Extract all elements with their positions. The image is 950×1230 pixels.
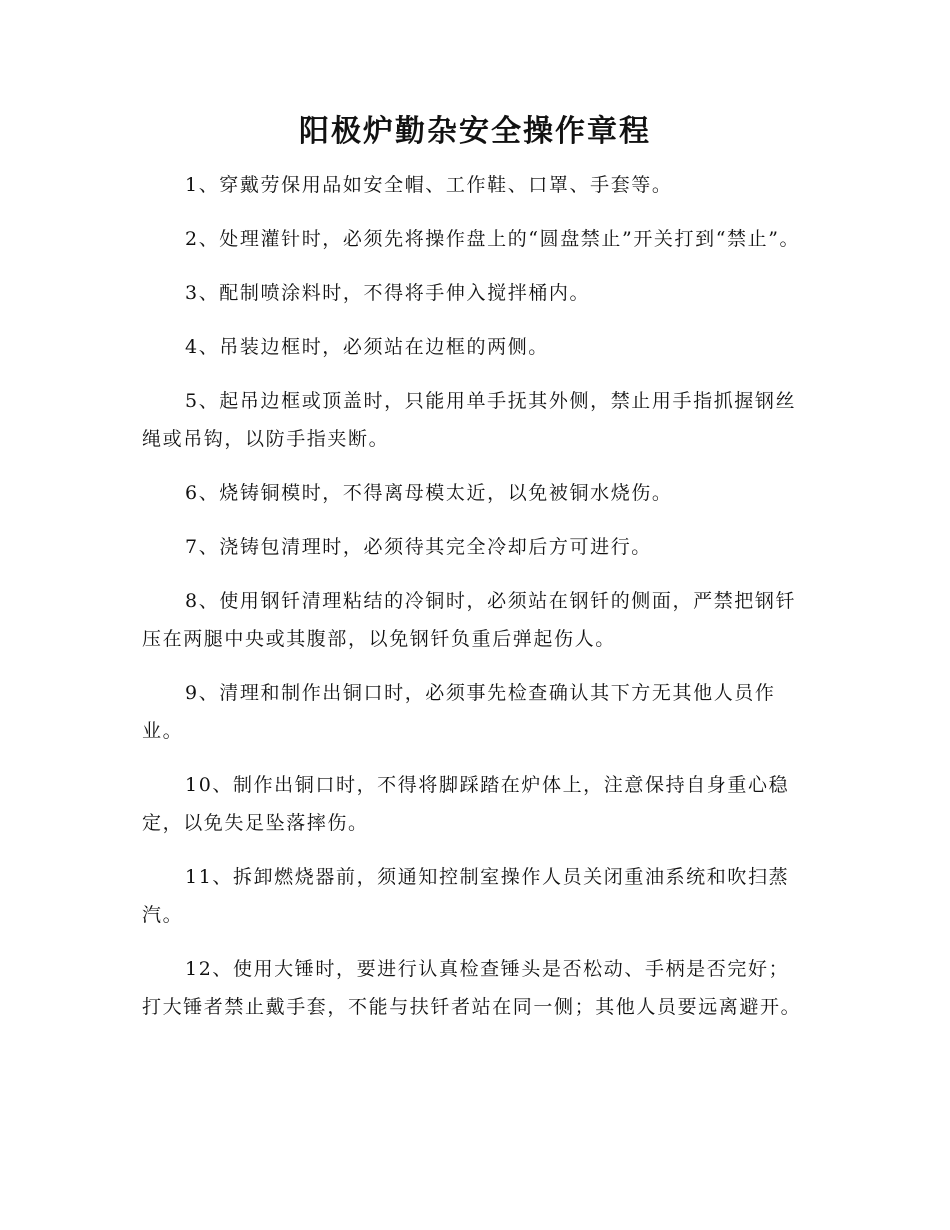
rule-paragraph-12: 12、使用大锤时，要进行认真检查锤头是否松动、手柄是否完好；打大锤者禁止戴手套，不能与扶钎者站在同一侧；其他人员要远离避开。 [142, 958, 802, 1018]
document-body [142, 166, 807, 1042]
rule-paragraph-6: 6、烧铸铜模时，不得离母模太近，以免被铜水烧伤。 [185, 482, 673, 504]
document-title: 阳极炉勤杂安全操作章程 [299, 114, 651, 149]
rule-paragraph-10: 10、制作出铜口时，不得将脚踩踏在炉体上，注意保持自身重心稳定，以免失足坠落摔伤。 [142, 774, 790, 834]
rule-paragraph-9: 9、清理和制作出铜口时，必须事先检查确认其下方无其他人员作业。 [142, 682, 776, 742]
rule-paragraph-7: 7、浇铸包清理时，必须待其完全冷却后方可进行。 [185, 536, 652, 558]
rule-paragraph-2: 2、处理灌针时，必须先将操作盘上的“圆盘禁止”开关打到“禁止”。 [185, 228, 801, 250]
rule-paragraph-5: 5、起吊边框或顶盖时，只能用单手抚其外侧，禁止用手指抓握钢丝绳或吊钩，以防手指夹断。 [142, 390, 797, 450]
rule-paragraph-11: 11、拆卸燃烧器前，须通知控制室操作人员关闭重油系统和吹扫蒸汽。 [142, 866, 790, 926]
rule-paragraph-4: 4、吊装边框时，必须站在边框的两侧。 [185, 336, 549, 358]
rule-paragraph-3: 3、配制喷涂料时，不得将手伸入搅拌桶内。 [185, 282, 591, 304]
rule-paragraph-8: 8、使用钢钎清理粘结的冷铜时，必须站在钢钎的侧面，严禁把钢钎压在两腿中央或其腹部，以免钢钎负重后弹起伤人。 [142, 590, 797, 650]
rule-paragraph-1: 1、穿戴劳保用品如安全帽、工作鞋、口罩、手套等。 [185, 174, 673, 196]
